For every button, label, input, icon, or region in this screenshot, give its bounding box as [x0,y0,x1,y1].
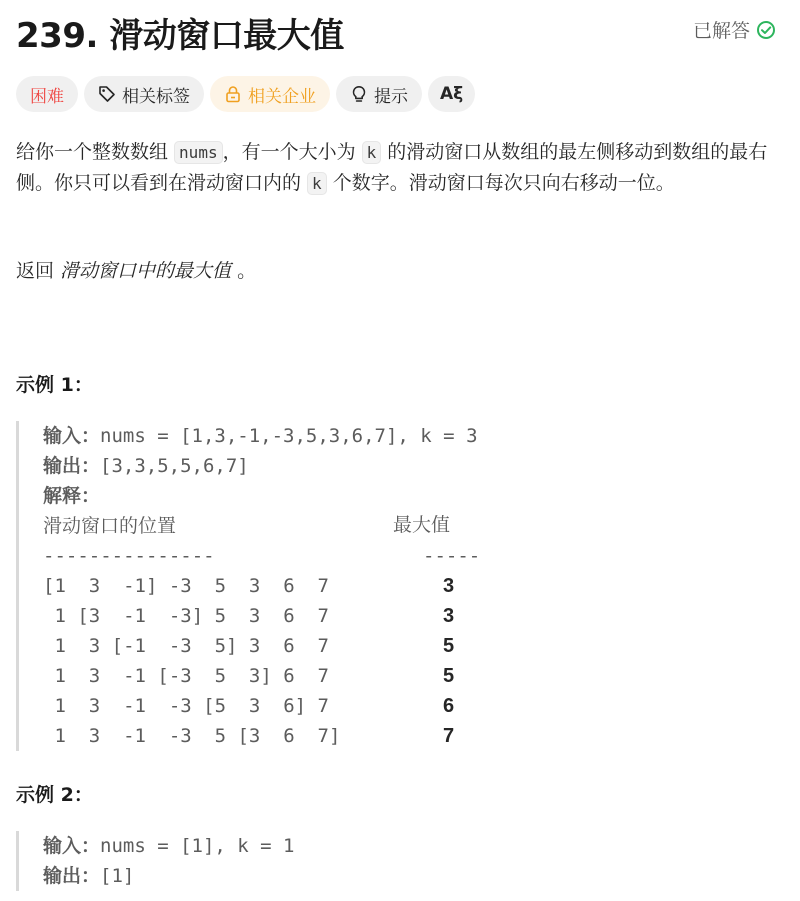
example-2-input [43,831,786,861]
description-text: 给你一个整数数组 [16,141,175,163]
tag-bar [16,76,475,112]
sep-window: --------------- [43,545,215,567]
related-tags-label: 相关标签 [122,86,190,107]
hint-button[interactable] [336,76,422,112]
output-label: 输出： [43,866,101,887]
example-2-title: 示例 2： [16,784,93,806]
output-label: 输出： [43,456,101,477]
table-separator [43,541,786,571]
table-row [43,691,786,721]
example-1-input [43,421,786,451]
max-value: 5 [443,665,455,687]
example-1-output [43,451,786,481]
col-max-header: 最大值 [393,515,451,536]
example-1-block [16,421,786,751]
example-1-title: 示例 1： [16,374,93,396]
max-value: 6 [443,695,455,717]
input-label: 输入： [43,836,101,857]
related-companies-label: 相关企业 [248,86,316,107]
translate-icon: Aξ [440,84,464,104]
description-paragraph [16,137,786,199]
max-value: 7 [443,725,455,747]
window-value: 1 [3 -1 -3] 5 3 6 7 [43,605,329,627]
related-tags-button[interactable] [84,76,204,112]
hint-label: 提示 [374,86,408,107]
translate-button[interactable] [428,76,475,112]
related-companies-button[interactable] [210,76,330,112]
window-value: [1 3 -1] -3 5 3 6 7 [43,575,329,597]
input-label: 输入： [43,426,101,447]
output-value: [1] [100,865,135,887]
example-2-output [43,861,786,891]
code-nums: nums [174,141,223,164]
table-row [43,601,786,631]
output-value: [3,3,5,5,6,7] [100,455,249,477]
window-value: 1 3 -1 -3 [5 3 6] 7 [43,695,329,717]
window-value: 1 3 -1 -3 5 [3 6 7] [43,725,341,747]
explain-label: 解释： [43,486,101,507]
description-text: 个数字。滑动窗口每次只向右移动一位。 [326,172,675,194]
max-value: 3 [443,575,455,597]
return-text: 返回 [16,260,61,282]
example-2-block [16,831,786,891]
return-text: 。 [231,260,257,282]
code-k: k [307,172,327,195]
solved-status [693,16,776,43]
description-text: ，有一个大小为 [222,141,362,163]
table-row [43,571,786,601]
max-value: 5 [443,635,455,657]
lightbulb-icon [350,85,368,103]
problem-title: 239. 滑动窗口最大值 [16,16,344,56]
table-row [43,631,786,661]
return-emphasis: 滑动窗口中的最大值 [60,260,232,282]
max-value: 3 [443,605,455,627]
window-value: 1 3 -1 [-3 5 3] 6 7 [43,665,329,687]
input-value: nums = [1,3,-1,-3,5,3,6,7], k = 3 [100,425,478,447]
description-text: 的滑动窗口从数组的最左侧移动到数组的最右侧。你只可以看到在滑动窗口内的 [16,141,768,194]
table-row [43,661,786,691]
tag-icon [98,85,116,103]
return-paragraph [16,256,786,287]
table-row [43,721,786,751]
lock-icon [224,85,242,103]
difficulty-badge [16,76,78,112]
check-circle-icon [756,20,776,40]
sep-max: ----- [423,545,481,567]
input-value: nums = [1], k = 1 [100,835,295,857]
col-window-header: 滑动窗口的位置 [43,516,177,537]
table-header [43,511,786,541]
difficulty-label: 困难 [30,86,64,107]
window-value: 1 3 [-1 -3 5] 3 6 7 [43,635,329,657]
code-k: k [362,141,382,164]
example-1-explain [43,481,786,511]
solved-status-label: 已解答 [692,20,750,42]
